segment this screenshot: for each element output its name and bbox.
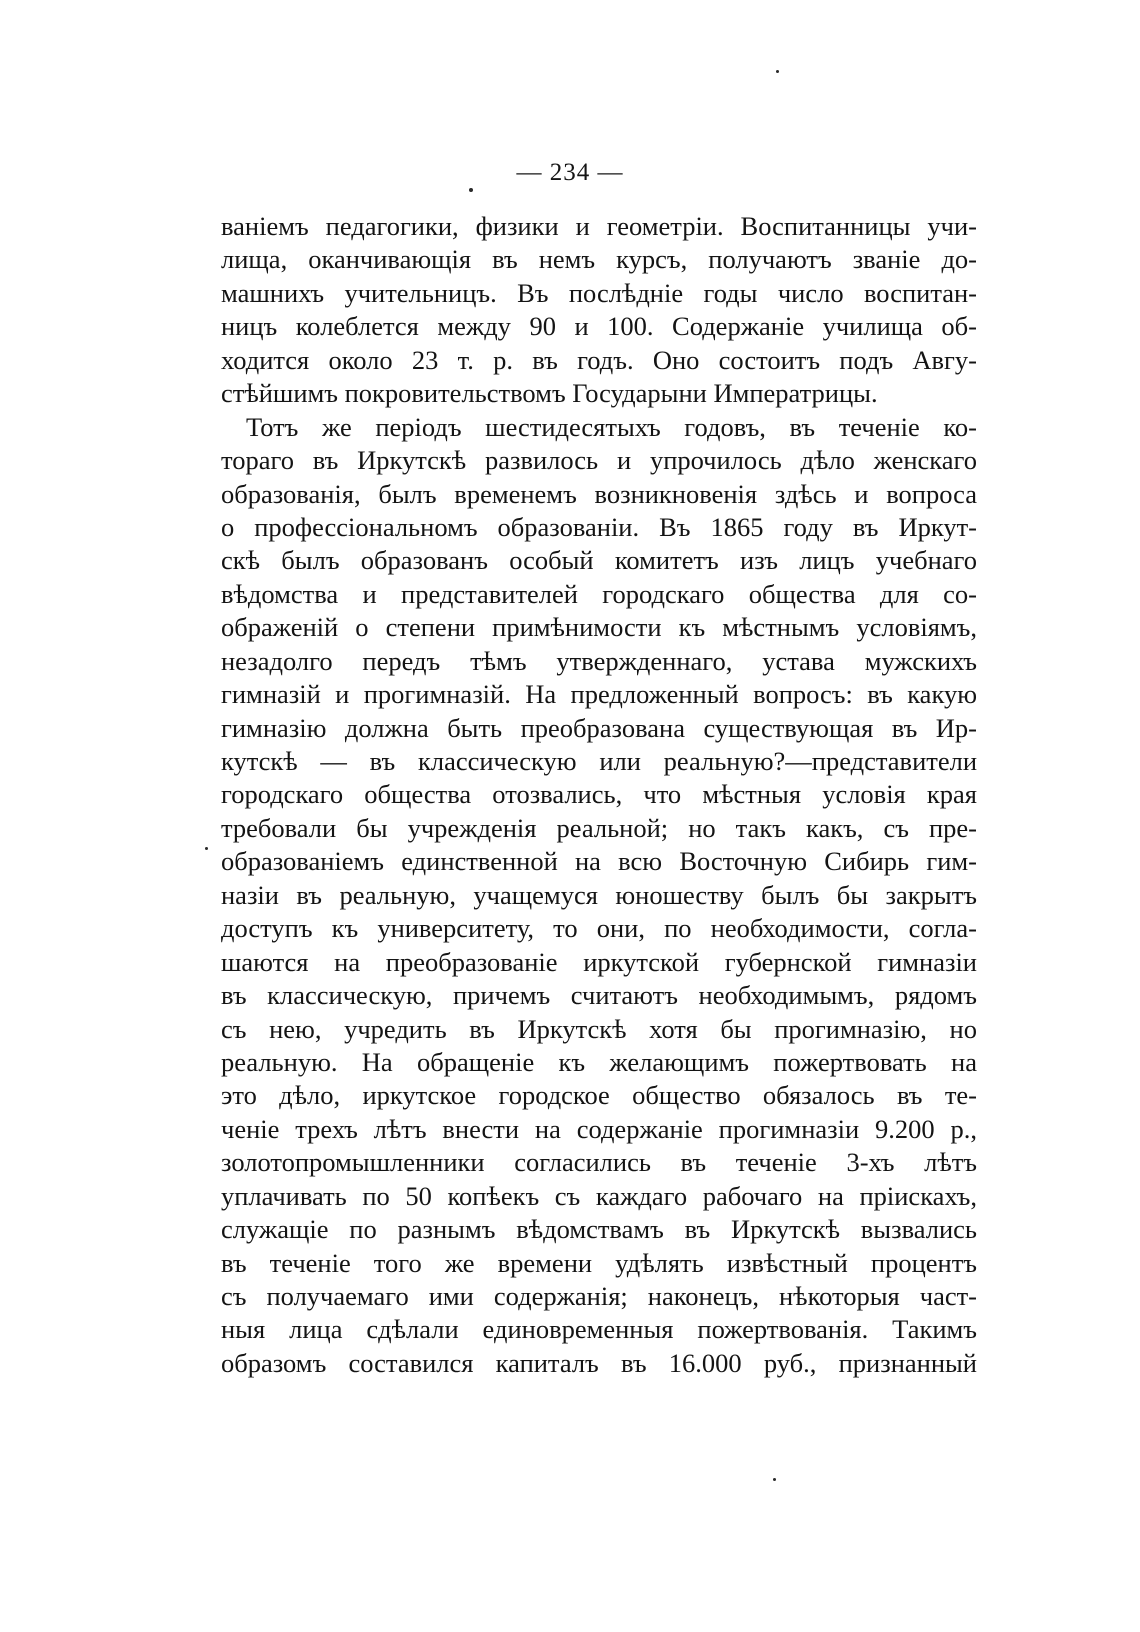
text-line: стѣйшимъ покровительствомъ Государыни Императрицы.: [221, 378, 878, 409]
text-line: служащіе по разнымъ вѣдомствамъ въ Иркутскѣ вызвались: [221, 1214, 977, 1245]
text-line: образованіемъ единственной на всю Восточную Сибирь гим-: [221, 846, 977, 877]
text-line: ныя лица сдѣлали единовременныя пожертвованія. Такимъ: [221, 1314, 977, 1345]
text-line: это дѣло, иркутское городское общество обязалось въ те-: [221, 1080, 977, 1111]
scan-speck: [773, 1478, 776, 1481]
paragraph-2: [221, 411, 977, 1381]
text-line: о профессіональномъ образованіи. Въ 1865 году въ Иркут-: [221, 511, 977, 542]
text-line: въ классическую, причемъ считаютъ необходимымъ, рядомъ: [221, 980, 977, 1011]
text-line: гимназій и прогимназій. На предложенный вопросъ: въ какую: [221, 679, 977, 710]
text-line: образомъ составился капиталъ въ 16.000 руб., признанный: [221, 1347, 977, 1378]
text-line: незадолго передъ тѣмъ утвержденнаго, устава мужскихъ: [221, 645, 977, 676]
text-line: уплачивать по 50 копѣекъ съ каждаго рабочаго на пріискахъ,: [221, 1180, 977, 1211]
text-line: городскаго общества отозвались, что мѣстныя условія края: [221, 779, 977, 810]
text-line: съ нею, учредить въ Иркутскѣ хотя бы прогимназію, но: [221, 1013, 977, 1044]
text-line: кутскѣ — въ классическую или реальную?—представители: [221, 746, 977, 776]
body-text: [221, 210, 977, 1380]
scan-speck: [469, 188, 473, 192]
text-line: реальную. На обращеніе къ желающимъ пожертвовать на: [221, 1046, 977, 1077]
text-line: образованія, былъ временемъ возникновенія здѣсь и вопроса: [221, 478, 977, 509]
text-line: требовали бы учрежденія реальной; но такъ какъ, съ пре-: [221, 812, 977, 843]
text-line: ображеній о степени примѣнимости къ мѣстнымъ условіямъ,: [221, 612, 977, 643]
scan-speck: [776, 70, 779, 73]
text-line: въ теченіе того же времени удѣлять извѣстный процентъ: [221, 1247, 977, 1278]
paragraph-1: [221, 210, 977, 411]
text-line: лища, оканчивающія въ немъ курсъ, получаютъ званіе до-: [221, 244, 977, 275]
text-line: шаются на преобразованіе иркутской губернской гимназіи: [221, 946, 977, 977]
text-line: ходится около 23 т. р. въ годъ. Оно состоитъ подъ Авгу-: [221, 344, 977, 375]
page-number: — 234 —: [516, 159, 624, 186]
text-line: ваніемъ педагогики, физики и геометріи. Воспитанницы учи-: [221, 211, 977, 241]
text-line: съ получаемаго ими содержанія; наконецъ, нѣкоторыя част-: [221, 1281, 977, 1311]
text-line: доступъ къ университету, то они, по необходимости, согла-: [221, 913, 977, 944]
text-line: ницъ колеблется между 90 и 100. Содержаніе училища об-: [221, 311, 977, 342]
text-line: машнихъ учительницъ. Въ послѣдніе годы число воспитан-: [221, 277, 977, 308]
text-line: тораго въ Иркутскѣ развилось и упрочилось дѣло женскаго: [221, 445, 977, 476]
text-line: ченіе трехъ лѣтъ внести на содержаніе прогимназіи 9.200 р.,: [221, 1113, 977, 1144]
text-line: назіи въ реальную, учащемуся юношеству былъ бы закрытъ: [221, 879, 977, 910]
text-line: золотопромышленники согласились въ теченіе 3-хъ лѣтъ: [221, 1147, 977, 1178]
text-line: гимназію должна быть преобразована существующая въ Ир-: [221, 712, 977, 743]
text-line: Тотъ же періодъ шестидесятыхъ годовъ, въ теченіе ко-: [246, 411, 977, 442]
text-line: скѣ былъ образованъ особый комитетъ изъ лицъ учебнаго: [221, 545, 977, 576]
scan-speck: [205, 847, 208, 850]
text-line: вѣдомства и представителей городскаго общества для со-: [221, 578, 977, 609]
